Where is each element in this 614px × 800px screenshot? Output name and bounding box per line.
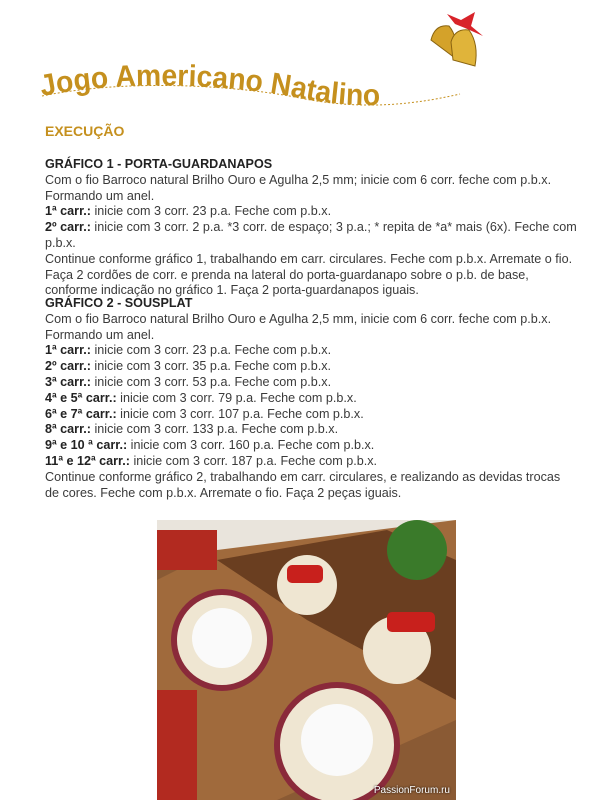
text-line: [45, 391, 585, 407]
grafico-1-heading: GRÁFICO 1 - PORTA-GUARDANAPOS: [45, 157, 273, 171]
line-text: inicie com 3 corr. 133 p.a. Feche com p.b.x.: [90, 422, 339, 437]
line-text: inicie com 3 corr. 35 p.a. Feche com p.b.x.: [90, 359, 332, 374]
text-line: [45, 173, 585, 189]
line-text: inicie com 3 corr. 23 p.a. Feche com p.b.x.: [90, 343, 332, 358]
line-text: conforme indicação no gráfico 1. Faça 2 porta-guardanapos iguais.: [45, 283, 419, 298]
grafico-2-heading: GRÁFICO 2 - SOUSPLAT: [45, 296, 193, 310]
row-label: 9ª e 10 ª carr.:: [45, 438, 128, 453]
grafico-2-section: [45, 296, 585, 501]
section-heading: EXECUÇÃO: [45, 123, 125, 139]
text-line: [45, 189, 585, 205]
grafico-1-section: [45, 157, 585, 299]
line-text: inicie com 3 corr. 160 p.a. Feche com p.b.x.: [127, 438, 375, 453]
text-line: [45, 486, 585, 502]
text-line: [45, 454, 585, 470]
svg-text:Jogo Americano Natalino: [40, 59, 380, 112]
row-label: 8ª carr.:: [45, 422, 91, 437]
line-text: inicie com 3 corr. 2 p.a. *3 corr. de espaço; 3 p.a.; * repita de *a* mais (6x). Feche com p.b.x.: [45, 220, 577, 250]
row-label: 3ª carr.:: [45, 374, 91, 389]
text-line: [45, 359, 585, 375]
line-text: Com o fio Barroco natural Brilho Ouro e Agulha 2,5 mm; inicie com 6 corr. feche com p.b.x.: [45, 172, 552, 187]
text-line: [45, 312, 585, 328]
row-label: 2º carr.:: [45, 359, 91, 374]
line-text: Faça 2 cordões de corr. e prenda na lateral do porta-guardanapo sobre o p.b. de base,: [45, 267, 529, 282]
text-line: [45, 407, 585, 423]
watermark: PassionForum.ru: [373, 785, 450, 796]
line-text: inicie com 3 corr. 187 p.a. Feche com p.b.x.: [129, 453, 378, 468]
line-text: inicie com 3 corr. 53 p.a. Feche com p.b.x.: [90, 374, 332, 389]
text-line: [45, 343, 585, 359]
line-text: inicie com 3 corr. 107 p.a. Feche com p.b.x.: [116, 406, 364, 421]
table-setting-photo: [157, 520, 456, 800]
text-line: [45, 204, 585, 220]
text-line: [45, 470, 585, 486]
title-text: ogo Americano Natalino: [53, 59, 382, 113]
row-label: 6ª e 7ª carr.:: [45, 406, 117, 421]
line-text: Continue conforme gráfico 2, trabalhando em carr. circulares, e realizando as devidas trocas: [45, 469, 561, 484]
row-label: 11ª e 12ª carr.:: [45, 453, 130, 468]
text-line: [45, 268, 585, 284]
text-line: [45, 438, 585, 454]
line-text: Com o fio Barroco natural Brilho Ouro e Agulha 2,5 mm, inicie com 6 corr. feche com p.b.x.: [45, 311, 552, 326]
text-line: [45, 220, 585, 252]
line-text: Formando um anel.: [45, 327, 155, 342]
christmas-bells-icon: [425, 8, 493, 74]
text-line: [45, 422, 585, 438]
line-text: inicie com 3 corr. 23 p.a. Feche com p.b.x.: [90, 204, 332, 219]
page-title: [40, 58, 480, 118]
line-text: Formando um anel.: [45, 188, 155, 203]
text-line: [45, 375, 585, 391]
text-line: [45, 252, 585, 268]
row-label: 1ª carr.:: [45, 343, 91, 358]
line-text: inicie com 3 corr. 79 p.a. Feche com p.b.x.: [116, 390, 357, 405]
line-text: de cores. Feche com p.b.x. Arremate o fio. Faça 2 peças iguais.: [45, 485, 402, 500]
line-text: Continue conforme gráfico 1, trabalhando em carr. circulares. Feche com p.b.x. Arremate o fio.: [45, 251, 573, 266]
text-line: [45, 328, 585, 344]
row-label: 2º carr.:: [45, 220, 91, 235]
row-label: 4ª e 5ª carr.:: [45, 390, 117, 405]
row-label: 1ª carr.:: [45, 204, 91, 219]
